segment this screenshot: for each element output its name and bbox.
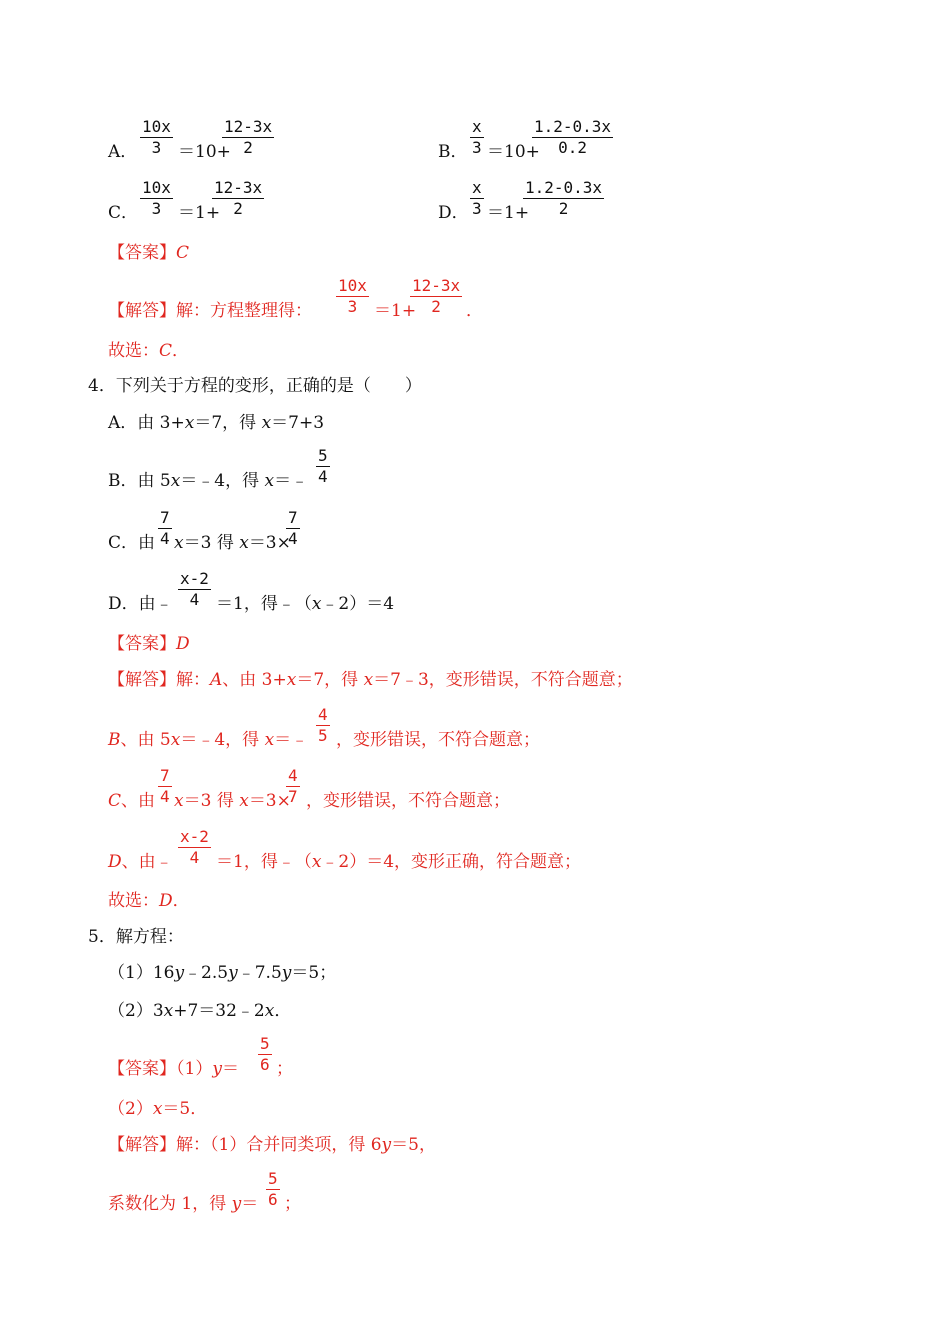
q3-option-a-mid: ＝10+ bbox=[178, 142, 231, 162]
q4-solution-c-end: ，变形错误，不符合题意； bbox=[306, 791, 510, 811]
q3-option-d-fraction-2: $\frac{1.2-0.3x}{2}$ bbox=[525, 178, 603, 218]
q4-option-d-label: D．由﹣ bbox=[108, 594, 173, 614]
q3-option-d-mid: ＝1+ bbox=[487, 203, 530, 223]
q4-option-c-mid: x＝3 得 x＝3× bbox=[174, 533, 291, 553]
q5-answer-line-1: 【答案】（1）y＝ bbox=[108, 1059, 239, 1079]
q5-stem: 5．解方程： bbox=[88, 927, 184, 947]
q4-solution-c-lead: C、由 bbox=[108, 791, 156, 811]
q3-option-a-label: A． bbox=[108, 142, 138, 162]
q4-solution-b-end: ，变形错误，不符合题意； bbox=[336, 730, 540, 750]
q4-stem: 4．下列关于方程的变形，正确的是（ ） bbox=[88, 376, 422, 396]
q5-solution-line-2-end: ； bbox=[284, 1194, 301, 1214]
q4-option-c-label: C．由 bbox=[108, 533, 156, 553]
q4-option-c-fraction-1: $\frac{7}{4}$ bbox=[160, 508, 170, 548]
q5-answer-line-1-end: ； bbox=[276, 1059, 293, 1079]
q5-solution-line-2: 系数化为 1，得 y＝ bbox=[108, 1194, 259, 1214]
q3-solution-fraction-1: $\frac{10x}{3}$ bbox=[338, 276, 367, 316]
q4-solution-c-mid: x＝3 得 x＝3× bbox=[174, 791, 291, 811]
q3-option-c-fraction-2: $\frac{12-3x}{2}$ bbox=[214, 178, 263, 218]
q3-solution-final: 故选：C． bbox=[108, 341, 190, 361]
q3-option-b-mid: ＝10+ bbox=[487, 142, 540, 162]
q3-option-c-fraction-1: $\frac{10x}{3}$ bbox=[142, 178, 171, 218]
q3-solution-lead: 【解答】解：方程整理得： bbox=[108, 301, 312, 321]
q4-answer: 【答案】D bbox=[108, 634, 190, 654]
q4-option-b: B．由 5x＝﹣4，得 x＝﹣ bbox=[108, 471, 309, 491]
q3-option-b-fraction-2: $\frac{1.2-0.3x}{0.2}$ bbox=[534, 117, 612, 157]
q3-solution-mid: ＝1+ bbox=[374, 301, 417, 321]
q5-solution-fraction: $\frac{5}{6}$ bbox=[268, 1169, 278, 1209]
q4-solution-a: 【解答】解：A、由 3+x＝7，得 x＝7﹣3，变形错误，不符合题意； bbox=[108, 670, 633, 690]
q4-solution-final: 故选：D． bbox=[108, 891, 190, 911]
q3-option-c-label: C． bbox=[108, 203, 139, 223]
q4-option-a: A．由 3+x＝7，得 x＝7+3 bbox=[108, 413, 325, 433]
q4-solution-d-fraction: $\frac{x-2}{4}$ bbox=[180, 827, 209, 867]
q3-option-d-fraction-1: $\frac{x}{3}$ bbox=[472, 178, 482, 218]
q5-solution-line-1: 【解答】解：（1）合并同类项，得 6y＝5， bbox=[108, 1135, 436, 1155]
q5-part-1: （1）16y﹣2.5y﹣7.5y＝5； bbox=[108, 963, 337, 983]
q3-option-d-label: D． bbox=[438, 203, 469, 223]
q4-solution-b-lead: B、由 5x＝﹣4，得 x＝﹣ bbox=[108, 730, 309, 750]
q3-solution-end: ． bbox=[466, 301, 483, 321]
q4-option-d-rest: ＝1，得﹣（x﹣2）＝4 bbox=[216, 594, 395, 614]
q3-option-b-fraction-1: $\frac{x}{3}$ bbox=[472, 117, 482, 157]
q4-solution-b-fraction: $\frac{4}{5}$ bbox=[318, 705, 328, 745]
q4-option-c-fraction-2: $\frac{7}{4}$ bbox=[288, 508, 298, 548]
q4-option-b-fraction: $\frac{5}{4}$ bbox=[318, 446, 328, 486]
q3-option-a-fraction-2: $\frac{12-3x}{2}$ bbox=[224, 117, 273, 157]
q3-solution-fraction-2: $\frac{12-3x}{2}$ bbox=[412, 276, 461, 316]
q5-answer-line-2: （2）x＝5． bbox=[108, 1099, 208, 1119]
q4-solution-d-rest: ＝1，得﹣（x﹣2）＝4，变形正确，符合题意； bbox=[216, 852, 582, 872]
q3-option-b-label: B． bbox=[438, 142, 468, 162]
q5-answer-fraction: $\frac{5}{6}$ bbox=[260, 1034, 270, 1074]
q3-answer: 【答案】C bbox=[108, 243, 190, 263]
q4-option-d-fraction: $\frac{x-2}{4}$ bbox=[180, 569, 209, 609]
q4-solution-c-fraction-1: $\frac{7}{4}$ bbox=[160, 766, 170, 806]
q3-option-c-mid: ＝1+ bbox=[178, 203, 221, 223]
q5-part-2: （2）3x+7＝32﹣2x． bbox=[108, 1001, 292, 1021]
q4-solution-c-fraction-2: $\frac{4}{7}$ bbox=[288, 766, 298, 806]
q3-option-a-fraction-1: $\frac{10x}{3}$ bbox=[142, 117, 171, 157]
q4-solution-d-lead: D、由﹣ bbox=[108, 852, 173, 872]
